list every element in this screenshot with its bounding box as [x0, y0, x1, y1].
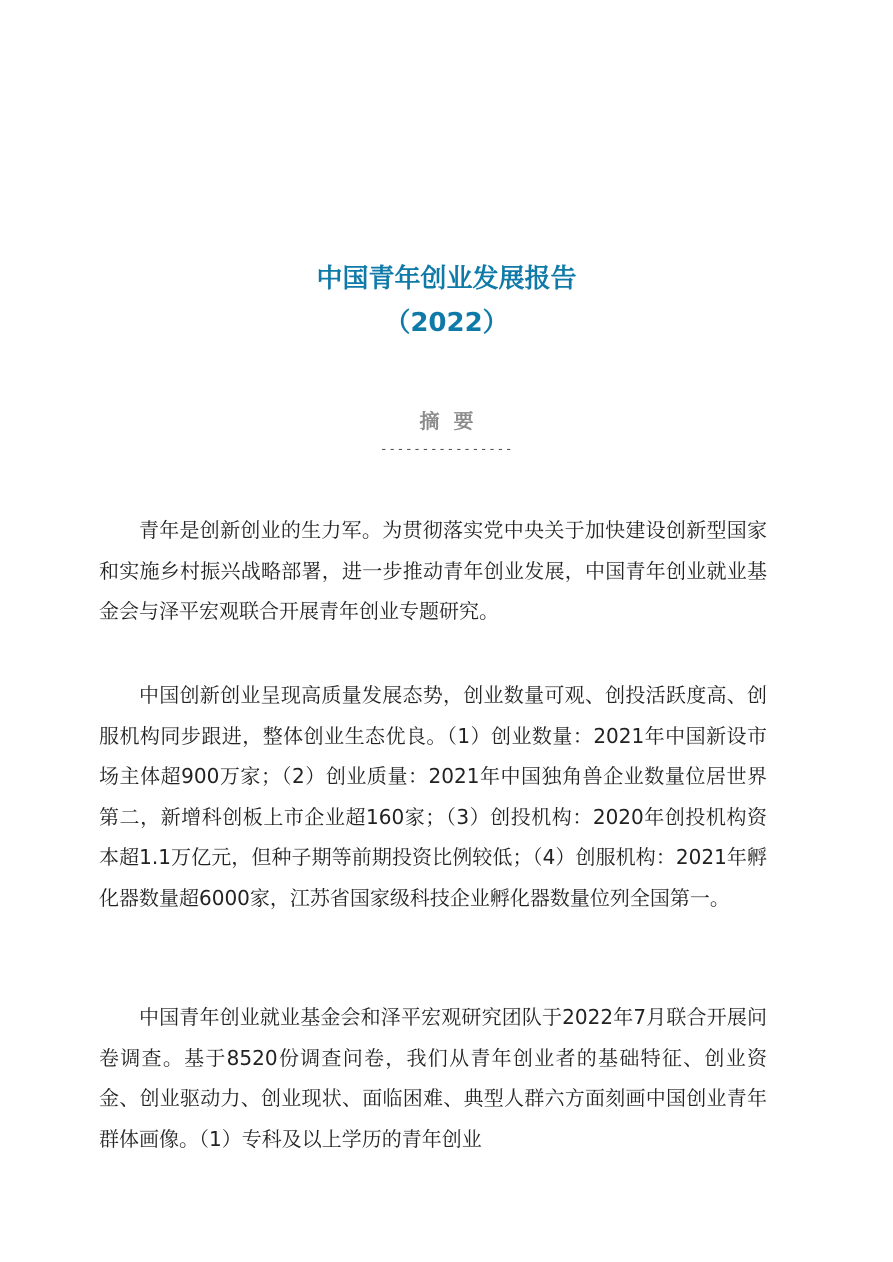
paragraph-intro: 青年是创新创业的生力军。为贯彻落实党中央关于加快建设创新型国家和实施乡村振兴战略部署，进一步推动青年创业发展，中国青年创业就业基金会与泽平宏观联合开展青年创业专题研究。 [99, 518, 767, 623]
abstract-heading: 摘要 [419, 409, 488, 433]
paragraph-survey: 中国青年创业就业基金会和泽平宏观研究团队于2022年7月联合开展问卷调查。基于8520份调查问卷，我们从青年创业者的基础特征、创业资金、创业驱动力、创业现状、面临困难、典型人群六方面刻画中国创业青年群体画像。（1）专科及以上学历的青年创业 [99, 1005, 767, 1151]
report-year: （2022） [384, 308, 509, 338]
abstract-divider: ---------------- [379, 442, 514, 457]
paragraph-ecosystem: 中国创新创业呈现高质量发展态势，创业数量可观、创投活跃度高、创服机构同步跟进，整体创业生态优良。（1）创业数量：2021年中国新设市场主体超900万家；（2）创业质量：2021年中国独角兽企业数量位居世界第二，新增科创板上市企业超160家；（3）创投机构：2020年创投机构资本超1.1万亿元，但种子期等前期投资比例较低；（4）创服机构：2021年孵化器数量超6000家，江苏省国家级科技企业孵化器数量位列全国第一。 [99, 683, 767, 910]
report-title: 中国青年创业发展报告 [316, 264, 577, 294]
